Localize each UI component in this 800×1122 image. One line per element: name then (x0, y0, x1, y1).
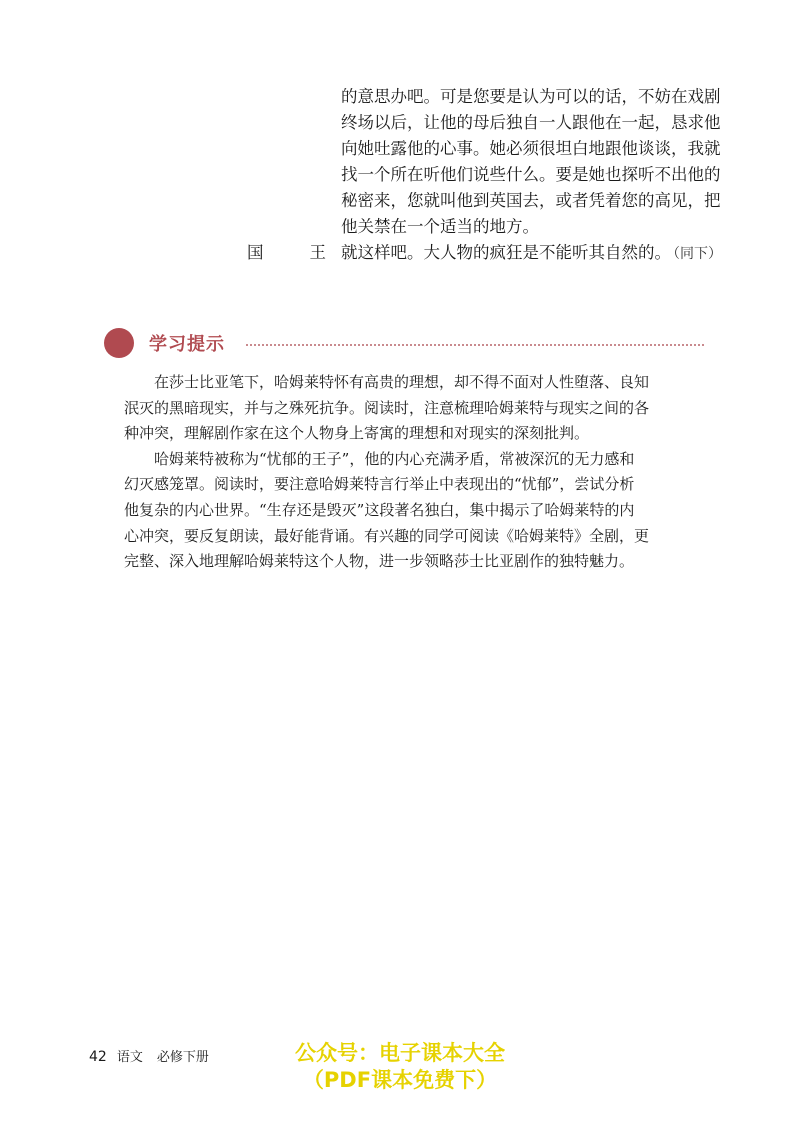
dialogue-line: 找一个所在听他们说些什么。要是她也探听不出他的 (341, 165, 721, 184)
book-subject: 语文 (116, 1050, 143, 1065)
dialogue-line: 的意思办吧。可是您要是认为可以的话，不妨在戏剧 (341, 87, 721, 106)
page-footer (89, 1046, 209, 1065)
king-line: 就这样吧。大人物的疯狂是不能听其自然的。 (341, 243, 671, 262)
note-line: 种冲突，理解剧作家在这个人物身上寄寓的理想和对现实的深刻批判。 (124, 424, 590, 443)
note-line: 幻灭感笼罩。阅读时，要注意哈姆莱特言行举止中表现出的“忧郁”，尝试分析 (124, 475, 635, 494)
dialogue-line: 秘密来，您就叫他到英国去，或者凭着您的高见，把 (341, 191, 721, 210)
stage-direction: （同下） (673, 246, 722, 262)
speaker-char: 王 (309, 243, 326, 262)
study-notes (124, 370, 676, 575)
dialogue-line: 他关禁在一个适当的地方。 (341, 217, 539, 236)
notes-paragraph (124, 447, 676, 575)
note-line: 心冲突，要反复朗读，最好能背诵。有兴趣的同学可阅读《哈姆莱特》全剧，更 (124, 526, 650, 545)
note-line: 他复杂的内心世界。“生存还是毁灭”这段著名独白，集中揭示了哈姆莱特的内 (124, 500, 635, 519)
watermark (250, 1040, 550, 1094)
dialogue-line: 终场以后，让他的母后独自一人跟他在一起，恳求他 (341, 113, 721, 132)
note-line: 完整、深入地理解哈姆莱特这个人物，进一步领略莎士比亚剧作的独特魅力。 (124, 552, 635, 571)
speaker-char: 国 (247, 243, 264, 262)
section-title: 学习提示 (149, 334, 225, 355)
note-line: 哈姆莱特被称为“忧郁的王子”，他的内心充满矛盾，常被深沉的无力感和 (154, 449, 635, 468)
play-dialogue (247, 84, 722, 267)
king-speech (247, 240, 722, 267)
dotted-divider (246, 344, 704, 346)
watermark-line: （PDF课本免费下） (302, 1068, 498, 1092)
watermark-line: 公众号：电子课本大全 (295, 1041, 505, 1065)
section-header (104, 326, 704, 360)
speaker-name (247, 240, 341, 266)
note-line: 在莎士比亚笔下，哈姆莱特怀有高贵的理想，却不得不面对人性堕落、良知 (154, 373, 650, 391)
notes-paragraph (124, 370, 676, 447)
dialogue-line: 向她吐露他的心事。她必须很坦白地跟他谈谈，我就 (341, 139, 721, 158)
book-volume: 必修下册 (156, 1050, 209, 1065)
section-dot-icon (104, 328, 134, 358)
page-number: 42 (89, 1049, 107, 1065)
note-line: 泯灭的黑暗现实，并与之殊死抗争。阅读时，注意梳理哈姆莱特与现实之间的各 (124, 398, 650, 417)
